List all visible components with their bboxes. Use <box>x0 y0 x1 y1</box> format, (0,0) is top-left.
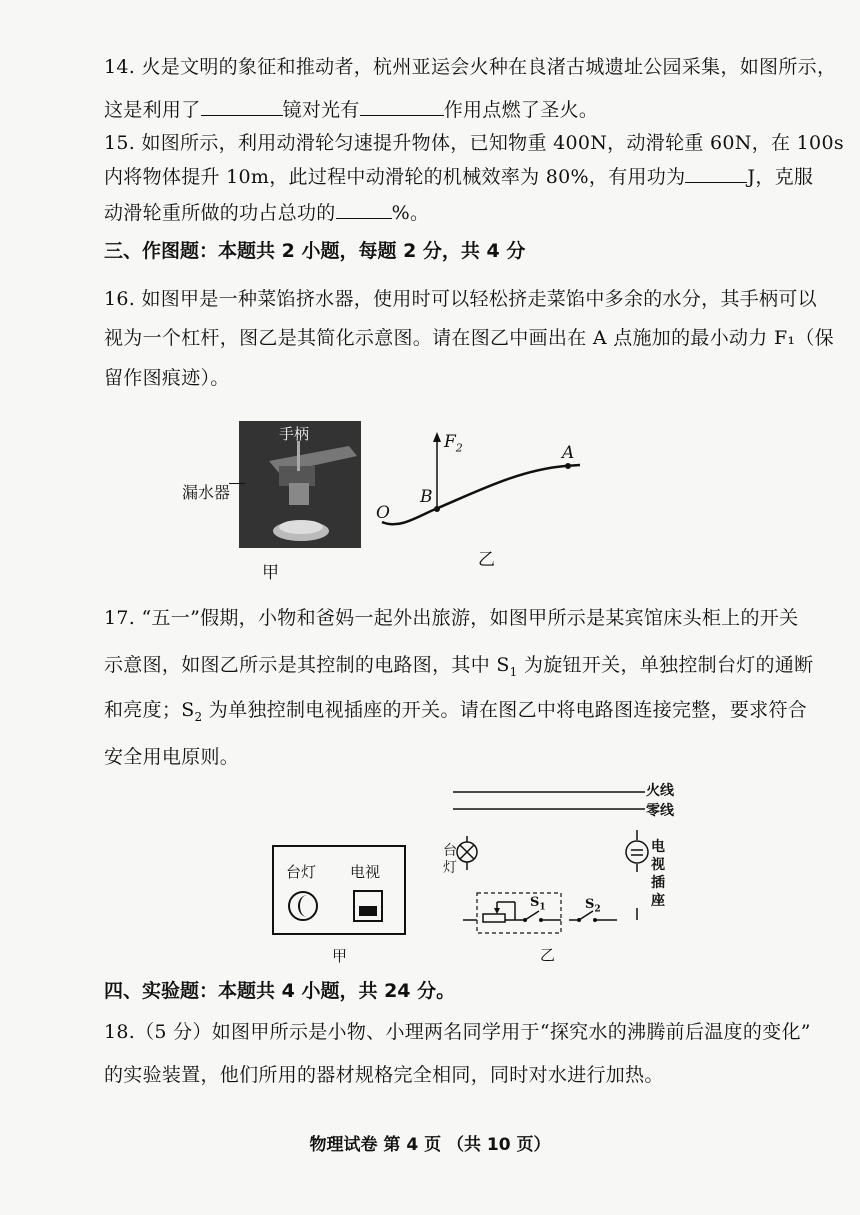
f2-label <box>444 432 463 454</box>
s2-label <box>585 897 601 915</box>
q15-text-b: J，克服 <box>747 166 814 188</box>
s1-subscript: 1 <box>539 902 546 913</box>
neutral-wire-label: 零线 <box>646 803 674 819</box>
rheostat-icon <box>483 914 505 922</box>
lamp-knob-icon <box>288 891 318 921</box>
q17-line1: 17. “五一”假期，小物和爸妈一起外出旅游，如图甲所示是某宾馆床头柜上的开关 <box>104 607 799 629</box>
lamp-label <box>443 843 457 877</box>
q16-line1: 16. 如图甲是一种菜馅挤水器，使用时可以轻松挤走菜馅中多余的水分，其手柄可以 <box>104 288 817 310</box>
q15-blank-2[interactable] <box>336 200 392 219</box>
lamp-label-2: 灯 <box>443 860 457 876</box>
s1-dashed-box <box>477 893 561 933</box>
q17-sub-2: 2 <box>194 709 203 724</box>
point-a-dot <box>565 463 571 469</box>
point-b-dot <box>434 506 440 512</box>
q18-line2: 的实验装置，他们所用的器材规格完全相同，同时对水进行加热。 <box>104 1064 664 1086</box>
fig16-yi-caption: 乙 <box>478 550 495 570</box>
section-4-heading: 四、实验题：本题共 4 小题，共 24 分。 <box>104 980 456 1002</box>
q17-text-a: 示意图，如图乙所示是其控制的电路图，其中 S <box>104 654 510 676</box>
point-o-label: O <box>376 503 390 523</box>
socket-label-3: 插 <box>651 875 665 891</box>
q15-line2 <box>104 164 813 189</box>
socket-label-2: 视 <box>651 857 665 873</box>
section-3-heading: 三、作图题：本题共 2 小题，每题 2 分，共 4 分 <box>104 240 526 262</box>
q17-line4: 安全用电原则。 <box>104 746 240 768</box>
q15-text-d: %。 <box>391 202 430 224</box>
point-a-label: A <box>562 443 575 463</box>
socket-label-1: 电 <box>651 839 665 855</box>
s1-label <box>530 895 546 913</box>
lamp-label-1: 台 <box>443 843 457 859</box>
fig16-jia-caption: 甲 <box>262 563 279 583</box>
tv-panel-label: 电视 <box>350 863 381 881</box>
tv-switch-icon <box>353 890 383 922</box>
lamp-panel-label: 台灯 <box>286 863 317 881</box>
handle-label: 手柄 <box>279 425 310 443</box>
q17-text-d: 为单独控制电视插座的开关。请在图乙中将电路图连接完整，要求符合 <box>202 699 808 721</box>
q15-blank-1[interactable] <box>685 164 747 183</box>
point-b-label: B <box>420 487 433 507</box>
q17-sub-1: 1 <box>509 664 518 679</box>
f2-subscript: 2 <box>455 441 463 455</box>
socket-label-4: 座 <box>651 893 665 909</box>
q17-line2 <box>104 653 813 684</box>
q15-text-a: 内将物体提升 10m，此过程中动滑轮的机械效率为 80%，有用功为 <box>104 166 686 188</box>
f2-letter: F <box>444 432 456 452</box>
q15-text-c: 动滑轮重所做的功占总功的 <box>104 202 336 224</box>
fig17-yi-caption: 乙 <box>540 946 556 964</box>
squeezer-photo <box>239 421 361 548</box>
q16-line3: 留作图痕迹）。 <box>104 367 230 389</box>
q14-blank-2[interactable] <box>360 97 444 116</box>
q14-line1: 14. 火是文明的象征和推动者，杭州亚运会火种在良渚古城遗址公园采集，如图所示， <box>104 56 837 78</box>
socket-icon <box>626 841 648 863</box>
q17-text-c: 和亮度；S <box>104 699 195 721</box>
q16-line2: 视为一个杠杆，图乙是其简化示意图。请在图乙中画出在 A 点施加的最小动力 F₁（保 <box>104 327 834 349</box>
socket-label <box>651 838 665 910</box>
s2-subscript: 2 <box>594 904 601 915</box>
lever-curve <box>382 465 580 524</box>
page-footer: 物理试卷 第 4 页 （共 10 页） <box>309 1135 551 1155</box>
drain-label: 漏水器 <box>182 483 231 502</box>
f2-arrow-head <box>433 432 441 442</box>
q18-line1: 18.（5 分）如图甲所示是小物、小理两名同学用于“探究水的沸腾前后温度的变化” <box>104 1021 811 1043</box>
live-wire-label: 火线 <box>646 783 674 799</box>
q14-blank-1[interactable] <box>201 97 283 116</box>
q15-line3 <box>104 200 429 225</box>
q14-line2 <box>104 97 598 122</box>
q14-text-c: 作用点燃了圣火。 <box>443 99 599 121</box>
q14-text-a: 这是利用了 <box>104 99 201 121</box>
q14-text-b: 镜对光有 <box>282 99 360 121</box>
q15-line1: 15. 如图所示，利用动滑轮匀速提升物体，已知物重 400N，动滑轮重 60N，在 100s <box>104 132 844 154</box>
q17-line3 <box>104 698 807 729</box>
s2-letter: S <box>585 897 595 912</box>
fig17-jia-caption: 甲 <box>332 947 348 965</box>
s1-letter: S <box>530 895 540 910</box>
drain-leader-line <box>229 483 245 484</box>
switch-panel <box>272 845 406 935</box>
q17-text-b: 为旋钮开关，单独控制台灯的通断 <box>517 654 814 676</box>
